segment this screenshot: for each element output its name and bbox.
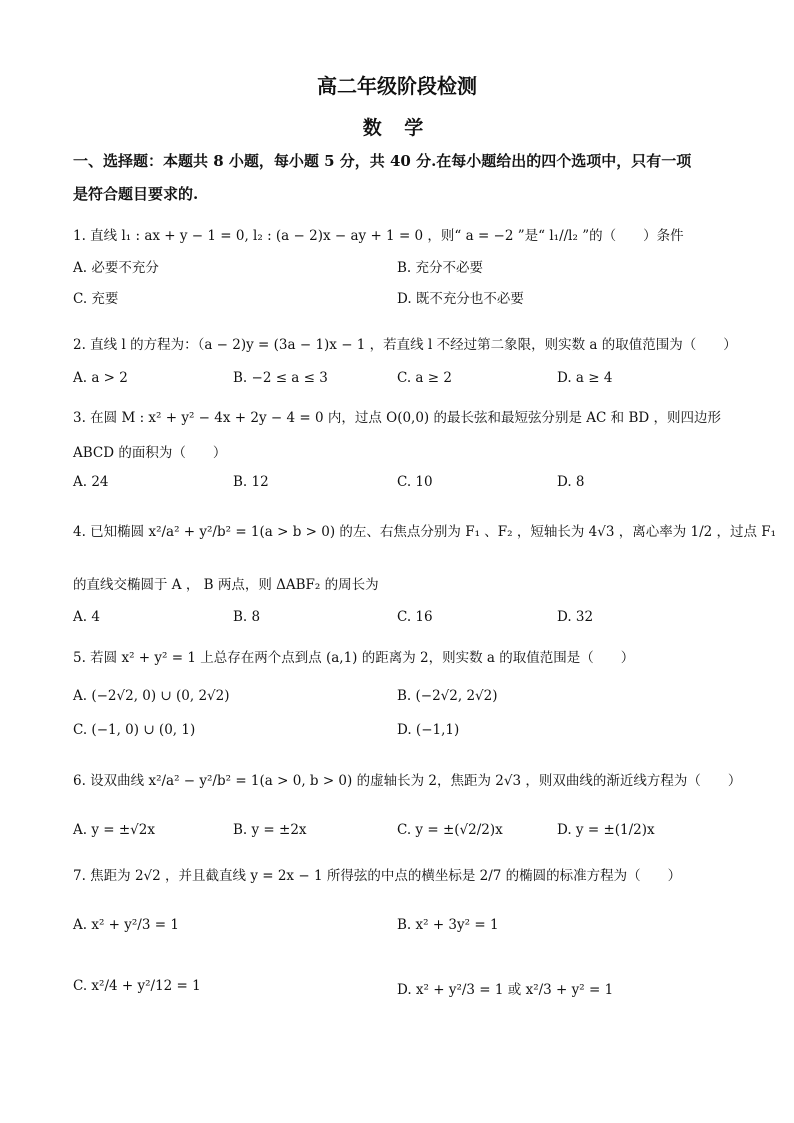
question-6-stem: 6. 设双曲线 x²/a² − y²/b² = 1(a > 0, b > 0) 的虚轴长为 2，焦距为 2√3 ，则双曲线的渐近线方程为（ ）	[73, 773, 742, 789]
question-2-stem: 2. 直线 l 的方程为：（a − 2)y = (3a − 1)x − 1 ，若直线 l 不经过第二象限，则实数 a 的取值范围为（ ）	[73, 337, 737, 353]
q2-option-d: D. a ≥ 4	[557, 370, 613, 386]
q1-option-b: B. 充分不必要	[397, 260, 484, 276]
question-4-stem-line2: 的直线交椭圆于 A ， B 两点，则 ΔABF₂ 的周长为	[73, 577, 379, 593]
q5-option-b: B. (−2√2, 2√2)	[397, 688, 498, 704]
q4-option-d: D. 32	[557, 609, 594, 625]
section-heading-line2: 是符合题目要求的.	[73, 185, 199, 203]
q6-option-c: C. y = ±(√2/2)x	[397, 822, 503, 838]
q3-option-c: C. 10	[397, 474, 433, 490]
question-7-stem: 7. 焦距为 2√2 ，并且截直线 y = 2x − 1 所得弦的中点的横坐标是 2/7 的椭圆的标准方程为（ ）	[73, 868, 682, 884]
q2-option-a: A. a > 2	[73, 370, 128, 386]
q3-option-a: A. 24	[73, 474, 109, 490]
question-4-stem-line1: 4. 已知椭圆 x²/a² + y²/b² = 1(a > b > 0) 的左、右焦点分别为 F₁ 、F₂ ，短轴长为 4√3 ，离心率为 1/2 ，过点 F₁	[73, 524, 777, 540]
subject-title: 数 学	[362, 117, 432, 139]
q6-option-d: D. y = ±(1/2)x	[557, 822, 655, 838]
q3-option-b: B. 12	[233, 474, 269, 490]
q2-option-b: B. −2 ≤ a ≤ 3	[233, 370, 328, 386]
q7-option-b: B. x² + 3y² = 1	[397, 917, 499, 933]
question-3-stem-line1: 3. 在圆 M : x² + y² − 4x + 2y − 4 = 0 内，过点 O(0,0) 的最长弦和最短弦分别是 AC 和 BD ，则四边形	[73, 410, 721, 426]
q3-option-d: D. 8	[557, 474, 585, 490]
q1-option-a: A. 必要不充分	[73, 260, 159, 276]
q1-option-c: C. 充要	[73, 291, 119, 307]
question-5-stem: 5. 若圆 x² + y² = 1 上总存在两个点到点 (a,1) 的距离为 2，则实数 a 的取值范围是（ ）	[73, 650, 635, 666]
q6-option-b: B. y = ±2x	[233, 822, 307, 838]
q6-option-a: A. y = ±√2x	[73, 822, 155, 838]
q1-option-d: D. 既不充分也不必要	[397, 291, 524, 307]
q5-option-d: D. (−1,1)	[397, 722, 460, 738]
section-heading-line1: 一、选择题：本题共 8 小题，每小题 5 分，共 40 分.在每小题给出的四个选项中，只有一项	[73, 152, 692, 170]
q4-option-c: C. 16	[397, 609, 433, 625]
q4-option-b: B. 8	[233, 609, 261, 625]
q7-option-d: D. x² + y²/3 = 1 或 x²/3 + y² = 1	[397, 982, 614, 998]
q4-option-a: A. 4	[73, 609, 100, 625]
question-3-stem-line2: ABCD 的面积为（ ）	[73, 445, 227, 461]
question-1-stem: 1. 直线 l₁ : ax + y − 1 = 0, l₂ : (a − 2)x − ay + 1 = 0 ，则“ a = −2 ”是“ l₁//l₂ ”的（ ）条件	[73, 228, 684, 244]
q5-option-a: A. (−2√2, 0) ∪ (0, 2√2)	[73, 688, 230, 704]
q2-option-c: C. a ≥ 2	[397, 370, 452, 386]
q7-option-c: C. x²/4 + y²/12 = 1	[73, 978, 201, 994]
q7-option-a: A. x² + y²/3 = 1	[73, 917, 179, 933]
q5-option-c: C. (−1, 0) ∪ (0, 1)	[73, 722, 196, 738]
page-title: 高二年级阶段检测	[317, 74, 477, 98]
